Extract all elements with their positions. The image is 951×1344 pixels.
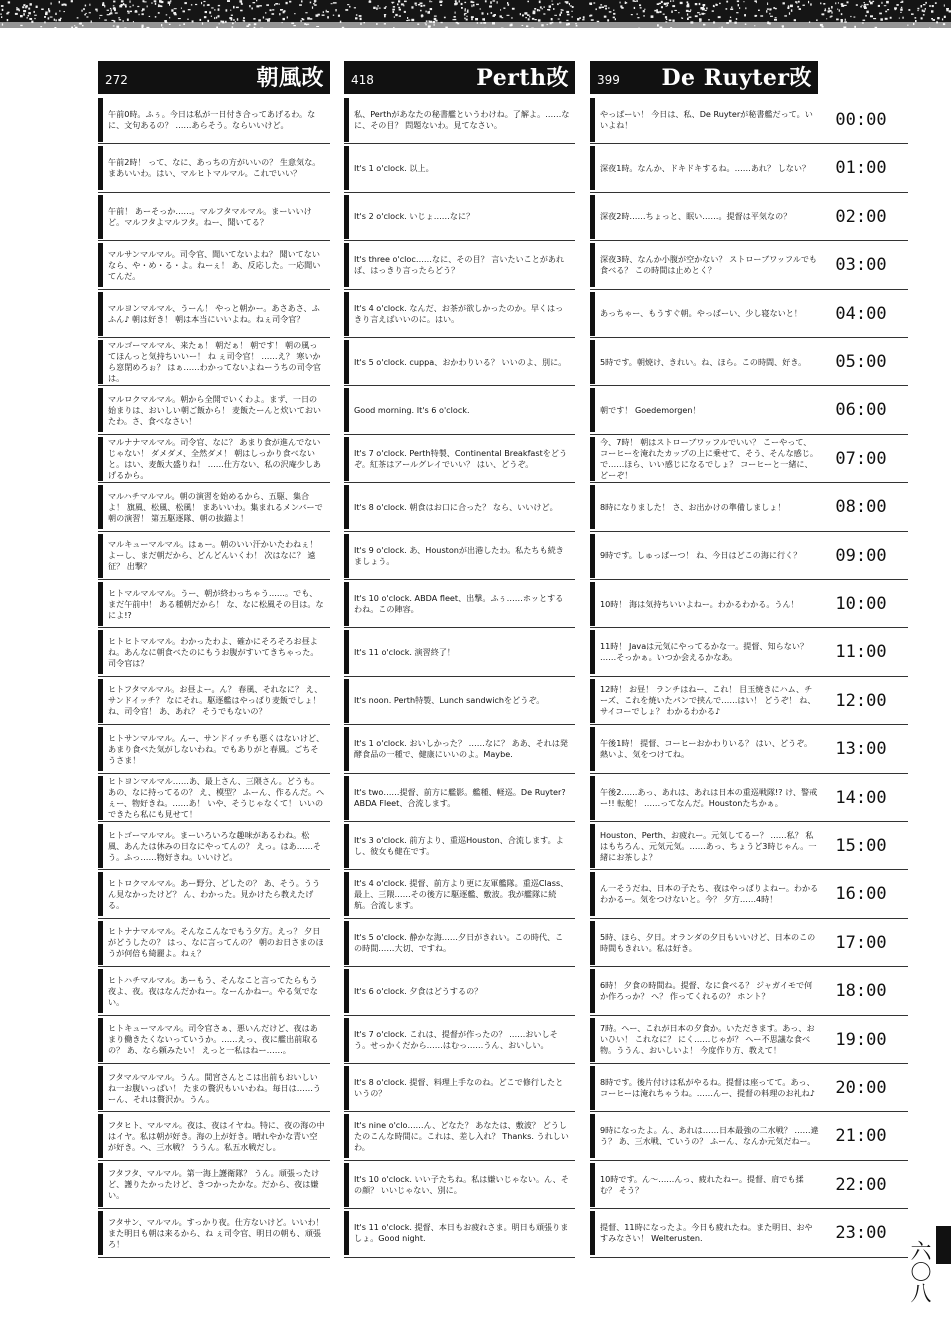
column-header-de-ruyter [590,61,818,94]
table-row [98,1064,908,1112]
hour-label: 17:00 [835,932,887,953]
hour-label: 16:00 [835,884,887,905]
perth-line [344,340,575,384]
line-text: ヒトマルマルマル。うー、朝が終わっちゃう……。でも、まだ午前中！ ある種朝だから！ な、なに松風その目は。なによ!? [108,587,324,620]
de-ruyter-line [590,534,824,578]
asakaze-line [98,437,330,481]
line-text: It's nine o'clo……ん、どなた？ あなたは、敷波？ どうしたのこんな時間に。これは、差し入れ？ Thanks. うれしいわ。 [354,1119,569,1152]
line-text: It's 2 o'clock. いじょ……なに？ [354,211,475,222]
line-text: It's two……提督、前方に艦影。艦種、軽巡。De Ruyter? ABDA Fleet、合流します。 [354,786,566,808]
line-text: 今、7時！ 朝はストローブワッフルでいい？ こーやって、コーヒーを淹れたカップの上に乗せて、そう、そんな感じ。で……ほら、いい感じになるでしょ？ コーヒーと一緒に、どーぞ！ [600,436,818,480]
table-row [98,1016,908,1064]
de-ruyter-line [590,388,824,432]
perth-line [344,824,575,868]
hour-label: 12:00 [835,690,887,711]
line-text: It's 3 o'clock. 前方より、重巡Houston、合流します。よし、彼女も健在です。 [354,835,564,856]
line-text: フタサン、マルマル。すっかり夜。仕方ないけど。いいわ！ また明日も朝は来るから、ね ぇ司令官、明日の朝も、頑張ろ！ [108,1216,324,1249]
asakaze-line [98,776,330,820]
line-text: ヒトヨンマルマル……あ、最上さん、三隈さん。どうも。あの、なに持ってるの？ え、模型？ ふーん、作るんだ。へぇー、物好きね。……あ！ いや、そうじゃなくて！ いいのできたら私にも見せて！ [108,775,325,819]
line-text: 11時！ Javaは元気にやってるかな一。提督、知らない？ ……そっかぁ。いつか会えるかなあ。 [600,641,809,663]
line-text: ヒトハチマルマル。あーもう、そんなこと言ってたらもう夜よ、夜。夜はなんだかねー。なーんかねー。やる気でない。 [108,974,318,1007]
asakaze-line [98,727,330,771]
line-text: 10時です。ん～……んっ、疲れたねー。提督、肩でも揉む？ そう？ [600,1173,804,1195]
hour-label: 05:00 [835,352,887,372]
line-text: 午前2時！ って、なに、あっちの方がいいの？ 生意気な。まあいいわ。はい、マルヒトマルマル。これでいい？ [108,157,321,179]
line-text: It's 10 o'clock. ABDA fleet、出撃。ふぅ……ホッとするわね。この陣容。 [354,593,564,614]
de-ruyter-line [590,292,824,336]
hour-label: 08:00 [835,497,887,518]
hour-label: 03:00 [835,255,887,276]
line-text: 深夜2時……ちょっと、眠い……。提督は平気なの？ [600,211,792,222]
de-ruyter-line [590,1114,824,1158]
line-text: It's noon. Perth特製、Lunch sandwichをどうぞ。 [354,695,545,706]
line-text: 朝です！ Goedemorgen！ [600,404,701,415]
perth-line [344,872,575,916]
perth-line [344,630,575,674]
line-text: ヒトサンマルマル。んー、サンドイッチも悪くはないけど、あまり食べた気がしないわね。でもありがと春風。ごちそうさま！ [108,732,325,765]
asakaze-line [98,824,330,868]
line-text: Good morning. It's 6 o'clock. [354,404,470,415]
perth-line [344,1114,575,1158]
de-ruyter-line [590,340,824,384]
row-divider [590,1257,908,1258]
line-text: It's 8 o'clock. 提督、料理上手なのね。どこで修行したというの？ [354,1077,564,1098]
ship-number: 418 [351,73,374,87]
asakaze-line [98,1114,330,1158]
line-text: ん一そうだね、日本の子たち、夜はやっぱりよねー。わかるわかるー。気をつけないと。今？ 夕方……4時！ [600,883,819,905]
perth-line [344,243,575,287]
line-text: マルヨンマルマル、うーん！ やっと朝かー。あさあさ、ふふん♪ 朝は好き！ 朝は本当にいいよね。ねぇ司令官？ [108,302,320,324]
asakaze-line [98,1211,330,1255]
de-ruyter-line [590,727,824,771]
hour-label: 02:00 [835,206,887,227]
table-row [98,967,908,1015]
page-edge-tab [936,1226,951,1264]
hour-label: 15:00 [835,836,887,856]
perth-line [344,195,575,239]
line-text: フタヒト、マルマル。夜は、夜はイヤね。特に、夜の海の中はイヤ。私は朝が好き。海の上が好き。晴れやかな青い空が好き。へ、三水戦？ ううん。私五水戦だし。 [108,1119,325,1152]
de-ruyter-line [590,872,824,916]
line-text: 提督、11時になったよ。今日も疲れたね。また明日、おやすみなさい！ Welterusten. [600,1222,813,1244]
row-divider [98,1257,330,1258]
asakaze-line [98,485,330,529]
de-ruyter-line [590,582,824,626]
hour-label: 10:00 [835,594,887,614]
hour-label: 13:00 [835,739,887,760]
ship-number: 399 [597,73,620,87]
perth-line [344,437,575,481]
perth-line [344,292,575,336]
asakaze-line [98,195,330,239]
hour-label: 20:00 [835,1078,887,1098]
hour-label: 14:00 [835,787,887,808]
de-ruyter-line [590,679,824,723]
hour-label: 11:00 [835,642,887,663]
line-text: 8時です。後片付けは私がやるね。提督は座ってて。あっ、コーヒーは淹れちゃうね。……んー、提督の料理のお礼ね♪ [600,1077,815,1098]
de-ruyter-line [590,1163,824,1207]
hour-label: 18:00 [835,981,887,1002]
de-ruyter-line [590,1211,824,1255]
de-ruyter-line [590,921,824,965]
line-text: 5時、ほら、夕日。オランダの夕日もいいけど、日本のこの時間もきれい。私は好き。 [600,931,816,953]
asakaze-line [98,582,330,626]
line-text: 午後1時！ 提督、コーヒーおかわりいる？ はい、どうぞ。熱いよ、気をつけてね。 [600,738,813,760]
hour-label: 19:00 [835,1029,887,1050]
asakaze-line [98,340,330,384]
line-text: 5時です。朝焼け、きれい。ね、ほら。この時間、好き。 [600,356,807,367]
line-text: フタフタ、マルマル。第一海上護衛隊？ うん。頑張ったけど、護りたかったけど、きつかったかな。だから、夜は嫌い。 [108,1168,320,1201]
asakaze-line [98,872,330,916]
line-text: 私、Perthがあなたの秘書艦というわけね。了解よ。……なに、その目？ 問題ないわ。見てなさい。 [354,109,570,130]
line-text: 9時になったよ。ん、あれは……日本最強の二水戦？ ……違う？ あ、三水戦、ていうの？ ふーん、なんか元気だねー。 [600,1125,819,1147]
line-text: 午前！ あーそっか……。マルフタマルマル。まーいいけど。マルフタよマルフタ。ねー、聞いてる？ [108,205,312,227]
line-text: It's 7 o'clock. Perth特製、Continental Breakfastをどうぞ。紅茶はアールグレイでいい？ はい、どうぞ。 [354,447,568,469]
asakaze-line [98,969,330,1013]
line-text: マルナナマルマル。司令官、なに？ あまり食が進んでないじゃない！ ダメダメ、全然ダメ！ 朝はしっかり食べないと。はい、麦飯大盛りね！ ……仕方ない、私の沢庵少しあげるから。 [108,436,322,480]
de-ruyter-line [590,630,824,674]
table-row [98,628,908,676]
page-number: 六〇八 [908,1240,932,1303]
perth-line [344,388,575,432]
asakaze-line [98,534,330,578]
table-row [98,725,908,773]
line-text: 午前0時。ふぅ。今日は私が一日付き合ってあげるわ。なに、文句あるの？ ……あらそう。ならいいけど。 [108,109,316,130]
line-text: ヒトナナマルマル。そんなこんなでもう夕方。えっ？ 夕日がどうしたの？ はっ、なに言ってんの？ 朝のお日さまのほうが何倍も綺麗よ。ねぇ？ [108,926,324,959]
line-text: It's 11 o'clock. 演習終了！ [354,646,456,657]
de-ruyter-line [590,146,824,190]
table-row [98,435,908,483]
de-ruyter-line [590,437,824,481]
hour-label: 09:00 [835,545,887,566]
table-row [98,144,908,192]
line-text: ヒトロクマルマル。あー野分、どしたの？ あ、そう。ううん見なかったけど？ ん、わかった。見かけたら教えたげる。 [108,877,321,910]
line-text: マルキューマルマル。はぁー。朝のいい汗かいたわねぇ！ よーし、まだ朝だから、どんどんいくわ！ 次はなに？ 遠征？ 出撃？ [108,539,318,572]
de-ruyter-line [590,195,824,239]
table-row [98,386,908,434]
perth-line [344,776,575,820]
line-text: ヒトキューマルマル。司令官さぁ、悪いんだけど、夜はあまり働きたくないっていうか。……えっ、夜に艦出前取るの？ あ、なら頼みたい！ えっと一私はねー……。 [108,1023,319,1056]
table-row [98,193,908,241]
perth-line [344,534,575,578]
de-ruyter-line [590,776,824,820]
de-ruyter-line [590,485,824,529]
table-row [98,96,908,144]
perth-line [344,1066,575,1110]
line-text: Houston、Perth、お疲れー。元気してるー？ ……私？ 私はもちろん、元気元気。……あっ、ちょうど3時じゃん。一緒にお茶しよ？ [600,829,817,862]
asakaze-line [98,146,330,190]
line-text: It's 5 o'clock. cuppa、おかわりいる？ いいのよ、別に。 [354,356,567,367]
asakaze-line [98,679,330,723]
line-text: It's three o'cloc……なに、その目？ 言いたいことがあれば、はっきり言ったらどう？ [354,254,565,276]
table-row [98,822,908,870]
perth-line [344,146,575,190]
line-text: 6時！ 夕食の時間ね。提督、なに食べる？ ジャガイモで何か作ろっか？ へ？ 作ってくれるの？ ホント？ [600,980,813,1002]
perth-line [344,1018,575,1062]
line-text: 午後2……あっ、あれは、あれは日本の重巡戦隊!? け、警戒ー!! 転舵！ ……ってなんだ。Houstonたちかぁ。 [600,786,818,808]
de-ruyter-line [590,969,824,1013]
line-text: It's 7 o'clock. これは、提督が作ったの？ ……おいしそう。せっかくだから……はむっ……うん、おいしい。 [354,1028,558,1050]
table-row [98,483,908,531]
table-row [98,241,908,289]
table-row [98,1209,908,1257]
hour-label: 01:00 [835,158,887,179]
de-ruyter-line [590,1018,824,1062]
line-text: 9時です。しゅっぱーつ！ ね、今日はどこの海に行く？ [600,550,802,561]
line-text: 7時。へー、これが日本の夕食か。いただきます。あっ、おいひい！ これなに？ にく……じゃが？ へー不思議な食べ物。ううん、おいしいよ！ 今度作り方、教えて！ [600,1023,815,1056]
de-ruyter-line [590,98,824,142]
asakaze-line [98,292,330,336]
line-text: It's 10 o'clock. いい子たちね。私は嫌いじゃない。ん、その顔？ いいじゃない、別に。 [354,1173,569,1195]
hour-label: 06:00 [835,400,887,421]
perth-line [344,921,575,965]
ship-name: De Ruyter改 [661,65,812,91]
line-text: ヒトゴーマルマル。まーいろいろな趣味があるわね。松風、あんたは休みの日なにやってんの？ えっ。はあ……そう。ふっ……物好きね。いいけど。 [108,829,322,862]
asakaze-line [98,1163,330,1207]
perth-line [344,1163,575,1207]
line-text: マルロクマルマル。朝から全開でいくわよ。まず、一日の始まりは、おいしい朝ご飯から！ 麦飯たーんと炊いておいたわ。さ、食べなさい！ [108,393,322,426]
line-text: 深夜1時。なんか、ドキドキするね。……あれ？ しない？ [600,162,811,173]
hour-label: 07:00 [835,448,887,469]
table-row [98,1161,908,1209]
table-row [98,580,908,628]
line-text: 12時！ お昼！ ランチはねー、これ！ 目玉焼きにハム、チーズ、これを焼いたパンで挟んで……はい！ どうぞ！ ね、サイコーでしょ？ わかるわかる♪ [600,684,816,717]
perth-line [344,969,575,1013]
hour-label: 00:00 [835,110,887,130]
perth-line [344,98,575,142]
column-header-asakaze [98,61,330,94]
line-text: ヒトフタマルマル。お昼よー。ん？ 春風、それなに？ え、サンドイッチ？ なにそれ。駆逐艦はやっぱり麦飯でしょ！ ね、司令官！ あ、あれ？ そうでもないの？ [108,684,323,717]
hour-label: 23:00 [835,1223,887,1244]
table-row [98,677,908,725]
line-text: あっちゃー、もうすぐ朝。やっぱーい、少し寝ないと！ [600,308,802,319]
hour-label: 21:00 [835,1126,887,1147]
line-text: It's 1 o'clock. 以上。 [354,162,434,173]
line-text: It's 1 o'clock. おいしかった？ ……なに？ ああ、それは発酵食品の一種で、健康にいいのよ。Maybe. [354,738,569,760]
line-text: It's 6 o'clock. 夕食はどうするの？ [354,985,483,996]
table-row [98,870,908,918]
table-row [98,532,908,580]
asakaze-line [98,921,330,965]
ship-name: Perth改 [476,65,569,91]
line-text: ヒトヒトマルマル。わかったわよ、確かにそろそろお昼よね。あんなに朝食べたのにもうお腹がすいてきちゃった。司令官は？ [108,635,319,668]
de-ruyter-line [590,243,824,287]
line-text: 10時！ 海は気持ちいいよねー。わかるわかる。うん！ [600,598,799,609]
line-text: やっぱーい！ 今日は、私、De Ruyterが秘書艦だって。いいよね！ [600,109,813,130]
de-ruyter-line [590,824,824,868]
asakaze-line [98,388,330,432]
line-text: It's 11 o'clock. 提督、本日もお疲れさま。明日も頑張りましょ。Good night. [354,1222,569,1244]
line-text: It's 4 o'clock. なんだ、お茶が欲しかったのか。早くはっきり言えばいいのに。はい。 [354,302,564,324]
perth-line [344,1211,575,1255]
perth-line [344,485,575,529]
table-row [98,290,908,338]
line-text: 8時になりました！ さ、お出かけの準備しましょ！ [600,501,786,512]
perth-line [344,679,575,723]
de-ruyter-line [590,1066,824,1110]
line-text: 深夜3時、なんか小腹が空かない？ ストローブワッフルでも食べる？ この時間は止めとく？ [600,254,818,276]
decorative-top-band [0,0,951,28]
line-text: マルサンマルマル。司令官、聞いてないよね？ 聞いてないなら、や・め・る・よ。ねーぇ！ あ、反応した。一応聞いてんだ。 [108,248,321,281]
perth-line [344,582,575,626]
ship-name: 朝風改 [256,65,324,91]
asakaze-line [98,243,330,287]
line-text: It's 8 o'clock. 朝食はお口に合った？ なら、いいけど。 [354,501,558,512]
row-divider [344,1257,575,1258]
line-text: マルハチマルマル。朝の演習を始めるから、五駆、集合よ！ 旗風、松風、松風！ まあいいわ。集まれるメンバーで朝の演習！ 第五駆逐隊、朝の抜錨よ！ [108,490,323,523]
column-header-perth [344,61,575,94]
perth-line [344,727,575,771]
line-text: It's 4 o'clock. 提督、前方より更に友軍艦隊。重巡Class、最上、三隈……その後方に駆逐艦、敷波。我が艦隊に続航。合流します。 [354,877,569,910]
hour-label: 22:00 [835,1174,887,1195]
line-text: フタマルマルマル。うん。間宮さんとこは出前もおいしいね一お腹いっぱい！ たまの贅沢もいいわね。毎日は……うーん、それは贅沢か。うん。 [108,1071,322,1104]
asakaze-line [98,1018,330,1062]
table-row [98,338,908,386]
asakaze-line [98,98,330,142]
table-row [98,1112,908,1160]
hour-label: 04:00 [835,303,887,324]
table-row [98,774,908,822]
line-text: マルゴーマルマル、来たぁ！ 朝だぁ！ 朝です！ 朝の風ってほんっと気持ちいいー！ ね ぇ司令官！ ……え？ 寒いから窓閉めろぉ？ はぁ……わかってないよねーうちの司令官は。 [108,340,322,383]
line-text: It's 5 o'clock. 静かな海……夕日がきれい。この時代、この時間……大切、ですね。 [354,931,564,953]
line-text: It's 9 o'clock. あ、Houstonが出港したわ。私たちも続きましょう。 [354,544,564,566]
asakaze-line [98,1066,330,1110]
table-row [98,919,908,967]
asakaze-line [98,630,330,674]
ship-number: 272 [105,73,128,87]
